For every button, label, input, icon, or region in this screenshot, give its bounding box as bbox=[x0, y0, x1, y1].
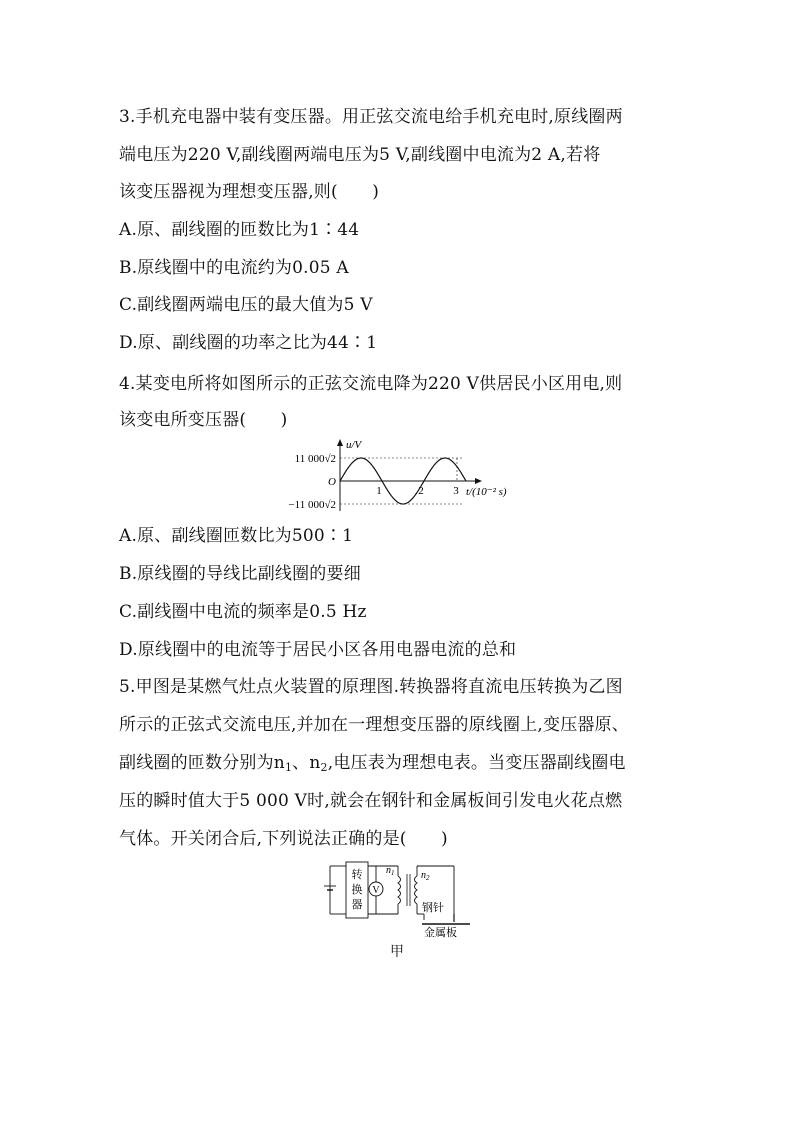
q3-stem-line2: 端电压为220 V,副线圈两端电压为5 V,副线圈中电流为2 A,若将 bbox=[119, 145, 601, 165]
n1-label: $n_1$ bbox=[386, 865, 395, 877]
q4-stem-line1: 4.某变电所将如图所示的正弦交流电降为220 V供居民小区用电,则 bbox=[119, 374, 623, 394]
y-axis-label: u/V bbox=[346, 439, 362, 451]
converter-label-1: 转 bbox=[351, 869, 363, 881]
primary-coil bbox=[398, 876, 401, 904]
q4-option-d: D.原线圈中的电流等于居民小区各用电器电流的总和 bbox=[119, 640, 517, 660]
sine-voltage-graph bbox=[280, 435, 520, 515]
q5-line3-sub2: 2 bbox=[320, 761, 328, 774]
needle-label: 钢针 bbox=[422, 902, 444, 914]
q3-stem-line1: 3.手机充电器中装有变压器。用正弦交流电给手机充电时,原线圈两 bbox=[119, 107, 623, 127]
origin-label: O bbox=[328, 476, 336, 488]
voltmeter-label: V bbox=[372, 885, 380, 896]
q5-stem-line5: 气体。开关闭合后,下列说法正确的是( ) bbox=[119, 829, 448, 849]
q3-option-b: B.原线圈中的电流约为0.05 A bbox=[119, 258, 349, 278]
q4-option-c: C.副线圈中电流的频率是0.5 Hz bbox=[119, 602, 367, 622]
q5-line3-sub1: 1 bbox=[284, 761, 293, 774]
x-tick-2: 2 bbox=[418, 485, 424, 497]
q3-option-d: D.原、副线圈的功率之比为44∶1 bbox=[119, 333, 378, 353]
plate-label: 金属板 bbox=[424, 927, 457, 938]
x-axis-arrow bbox=[475, 478, 482, 484]
q5-line3-post: ,电压表为理想电表。当变压器副线圈电 bbox=[327, 753, 626, 773]
q3-option-c: C.副线圈两端电压的最大值为5 V bbox=[119, 295, 373, 315]
q5-stem-line1: 5.甲图是某燃气灶点火装置的原理图.转换器将直流电压转换为乙图 bbox=[119, 677, 623, 697]
q4-option-a: A.原、副线圈匝数比为500∶1 bbox=[119, 526, 354, 546]
q4-stem-line2: 该变电所变压器( ) bbox=[119, 410, 288, 430]
q5-stem-line3 bbox=[119, 751, 626, 780]
secondary-coil bbox=[415, 876, 418, 904]
q4-option-b: B.原线圈的导线比副线圈的要细 bbox=[119, 564, 361, 584]
q5-stem-line4: 压的瞬时值大于5 000 V时,就会在钢针和金属板间引发电火花点燃 bbox=[119, 791, 623, 811]
q3-option-a: A.原、副线圈的匝数比为1∶44 bbox=[119, 220, 360, 240]
x-axis-label: t/(10⁻² s) bbox=[466, 486, 507, 498]
y-axis-arrow bbox=[337, 439, 343, 446]
n2-label: $n_2$ bbox=[421, 870, 430, 882]
x-tick-3: 3 bbox=[453, 485, 459, 497]
q5-line3-mid: 、n bbox=[292, 753, 321, 773]
converter-label-3: 器 bbox=[351, 899, 363, 911]
q5-line3-pre: 副线圈的匝数分别为n bbox=[119, 753, 285, 773]
q5-stem-line2: 所示的正弦式交流电压,并加在一理想变压器的原线圈上,变压器原、 bbox=[119, 715, 630, 735]
y-max-label: 11 000√2 bbox=[294, 453, 336, 465]
x-tick-1: 1 bbox=[376, 485, 382, 497]
ignition-circuit-diagram bbox=[318, 858, 478, 938]
q3-stem-line3: 该变压器视为理想变压器,则( ) bbox=[119, 182, 380, 202]
converter-label-2: 换 bbox=[351, 884, 363, 896]
figure-caption: 甲 bbox=[390, 944, 405, 960]
y-min-label: −11 000√2 bbox=[288, 499, 336, 511]
